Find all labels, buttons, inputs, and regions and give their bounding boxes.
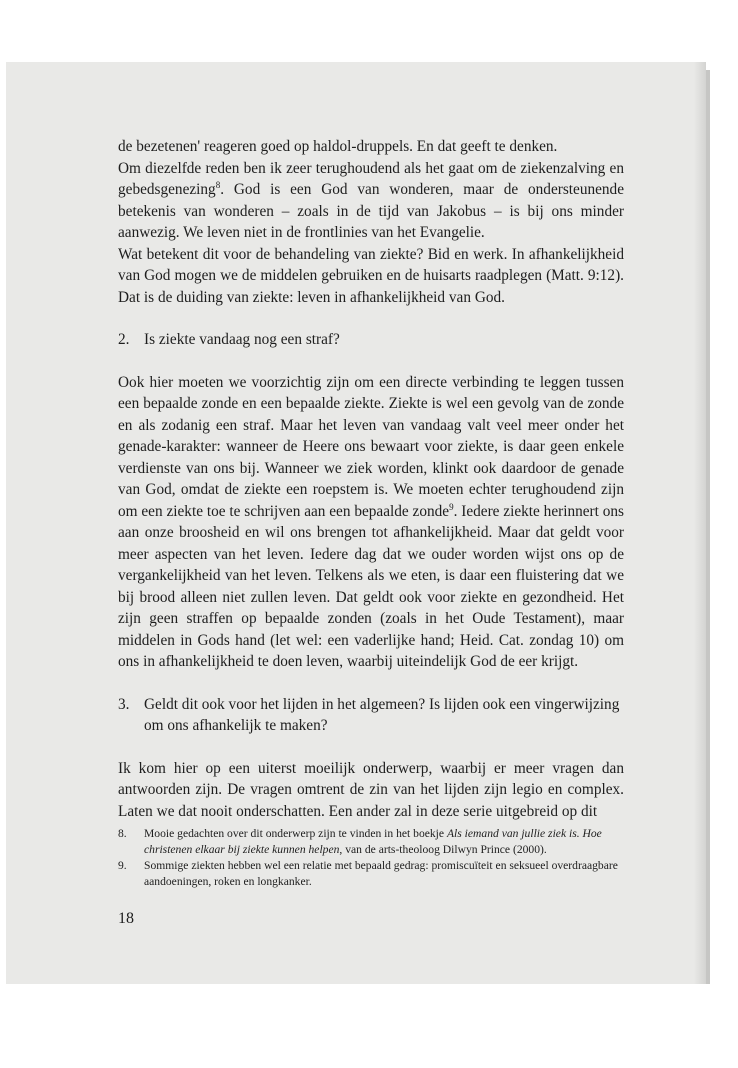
footnote-ref-9[interactable]: 9	[449, 501, 454, 512]
paragraph-text: Ook hier moeten we voorzichtig zijn om een directe verbinding te leggen tussen een bepaalde zonde en een bepaalde ziekte. Ziekte is wel een gevolg van de zonde en als zodanig een straf. Maar het leven van vandaag valt veel meer onder het genade-karakter: wanneer de Heere ons bewaart voor ziekte, is daar geen enkele verdienste van ons bij. Wanneer we ziek worden, klinkt ook daardoor de genade van God, omdat de ziekte een roepstem is. We moeten echter terughoudend zijn om een ziekte toe te schrijven aan een bepaalde zonde	[118, 373, 624, 520]
section-number: 3.	[118, 695, 130, 713]
paragraph-text: . God is een God van wonderen, maar de ondersteunende betekenis van wonderen – zoals in de tijd van Jakobus – is bij ons minder aanwezig. We leven niet in de frontlinies van het Evangelie.	[118, 181, 624, 241]
footnote-text	[144, 826, 624, 858]
footnote-9	[118, 858, 624, 890]
book-title: Als iemand van jullie ziek is. Hoe christenen elkaar bij ziekte kunnen helpen	[144, 827, 602, 856]
footnote-text-part: Mooie gedachten over dit onderwerp zijn te vinden in het boekje	[144, 827, 447, 840]
section-number: 2.	[118, 331, 130, 348]
paragraph	[118, 158, 624, 244]
section-heading-2	[118, 329, 624, 351]
next-page-edge	[706, 70, 710, 984]
paragraph-text: Om diezelfde reden ben ik zeer terughoudend als het gaat om de ziekenzalving en gebedsgenezing	[118, 159, 624, 198]
footnote-number: 9.	[118, 859, 127, 872]
footnote-8	[118, 826, 624, 858]
paragraph-text: de bezetenen' reageren goed op haldol-druppels. En dat geeft te denken.	[118, 138, 558, 155]
paragraph	[118, 244, 624, 309]
page-number: 18	[118, 910, 134, 927]
page-edge-shadow	[694, 62, 706, 984]
footnote-number: 8.	[118, 827, 127, 840]
paragraph	[118, 758, 624, 823]
paragraph-text: Ik kom hier op een uiterst moeilijk onderwerp, waarbij er meer vragen dan antwoorden zijn. De vragen omtrent de zin van het lijden zijn legio en complex. Laten we dat nooit onderschatten. Een ander zal in deze serie uitgebreid op dit	[118, 759, 624, 820]
paragraph-text: . Iedere ziekte herinnert ons aan onze broosheid en wil ons brengen tot afhankelijkheid. Maar dat geldt voor meer aspecten van het leven. Iedere dag dat we ouder worden wijst ons op de vergankelijkheid van het leven. Telkens als we eten, is daar een fluistering dat we bij brood alleen niet zullen leven. Dat geldt ook voor ziekte en gezondheid. Het zijn geen straffen op bepaalde zonden (zoals in het Oude Testament), maar middelen in Gods hand (let wel: een vaderlijke hand; Heid. Cat. zondag 10) om ons in afhankelijkheid te doen leven, waarbij uiteindelijk God de eer krijgt.	[118, 502, 624, 670]
footnote-ref-8[interactable]: 8	[215, 179, 221, 190]
section-heading-3	[118, 694, 624, 737]
paragraph-text: Wat betekent dit voor de behandeling van ziekte? Bid en werk. In afhankelijkheid van God mogen we de middelen gebruiken en de huisarts raadplegen (Matt. 9:12). Dat is de duiding van ziekte: leven in afhankelijkheid van God.	[118, 245, 624, 306]
section-title: Is ziekte vandaag nog een straf?	[144, 331, 340, 348]
body-text	[118, 136, 624, 822]
section-title: Geldt dit ook voor het lijden in het algemeen? Is lijden ook een vingerwijzing om ons afhankelijk te maken?	[144, 695, 620, 734]
footnote-text-part: , van de arts-theoloog Dilwyn Prince (2000).	[339, 843, 547, 856]
paragraph	[118, 372, 624, 673]
paragraph	[118, 136, 624, 158]
footnotes	[118, 826, 624, 890]
footnote-text: Sommige ziekten hebben wel een relatie met bepaald gedrag: promiscuïteit en seksueel overdraagbare aandoeningen, roken en longkanker.	[144, 859, 618, 888]
